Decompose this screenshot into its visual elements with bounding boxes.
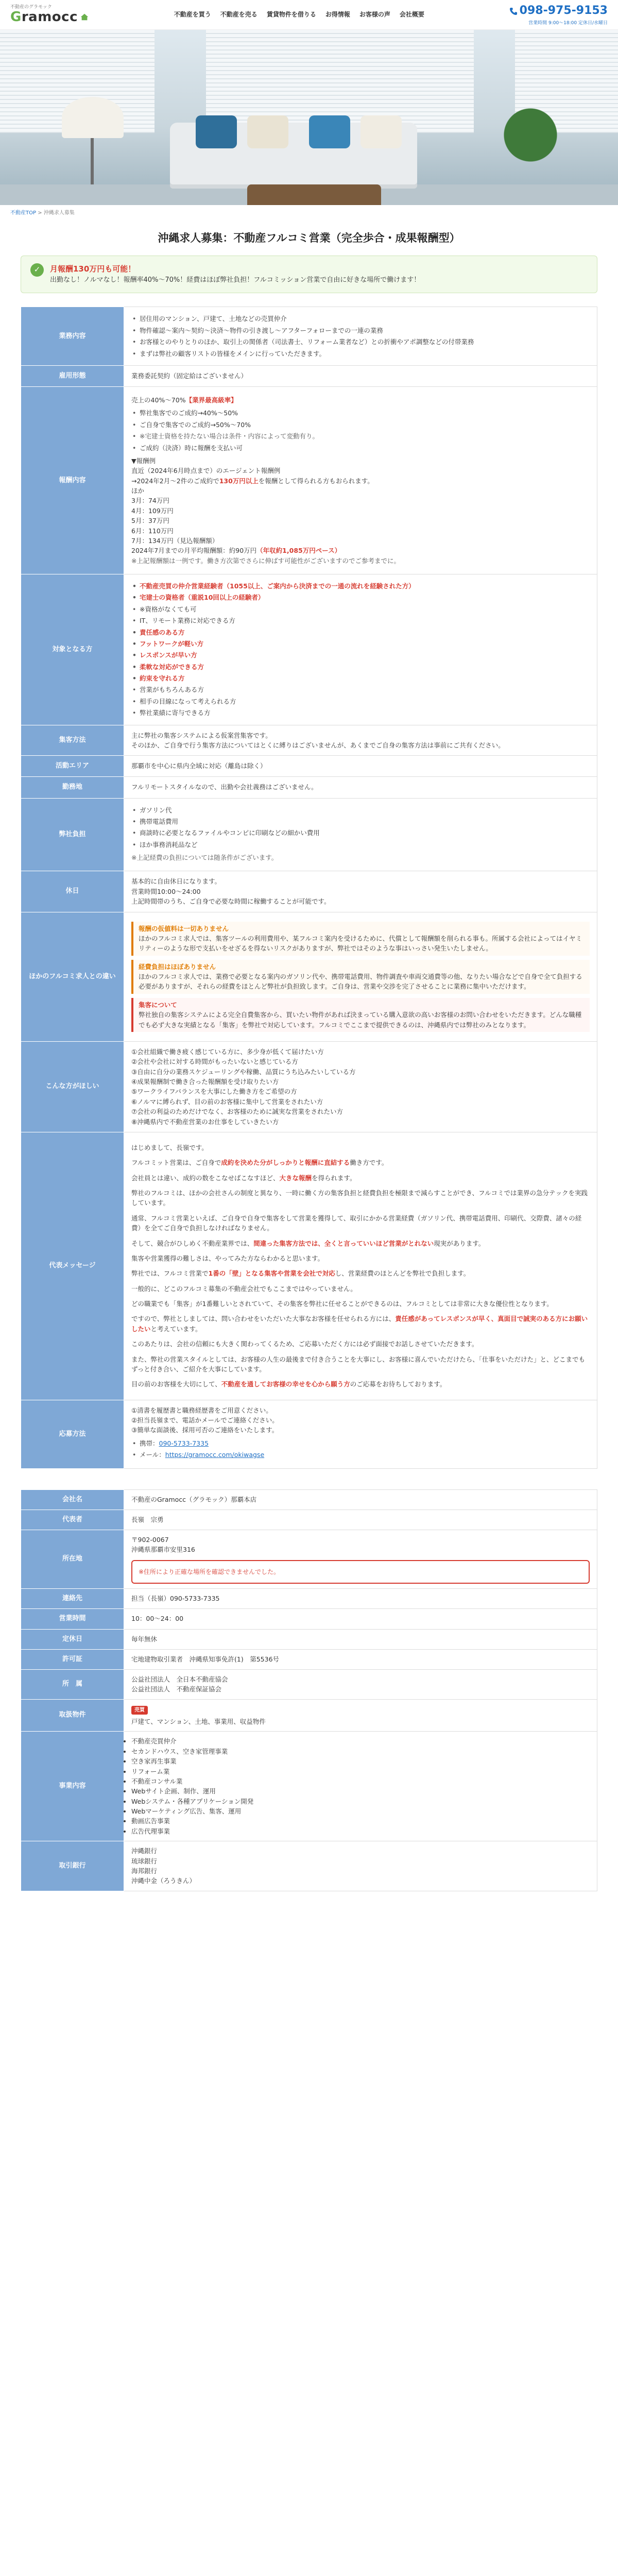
apply-tel: • 携帯：090-5733-7335: [131, 1438, 590, 1448]
company-row: [21, 1589, 597, 1609]
wanted-line: ⑧沖縄県内で不動産営業のお仕事をしていきたい方: [131, 1117, 279, 1126]
hero-table: [247, 184, 381, 205]
hero-pillow: [247, 115, 288, 148]
message-paragraph: はじめまして、長嶺です。: [131, 1143, 208, 1151]
list-item: • ガソリン代: [131, 805, 590, 815]
company-row: [21, 1841, 597, 1891]
record-head: ▼報酬例: [131, 456, 156, 465]
row-label: 代表メッセージ: [21, 1132, 124, 1400]
nav-voices[interactable]: お客様の声: [359, 11, 390, 19]
row-label: 勤務地: [21, 777, 124, 798]
message-paragraph: 弊社では、フルコミ営業で1番の「壁」となる集客や営業を会社で対応し、営業経費のほとんどを弊社で負担します。: [131, 1269, 470, 1278]
method-line: 主に弊社の集客システムによる仮案営集客です。: [131, 731, 272, 739]
message-paragraph: 一般的に、どこのフルコミ募集の不動産会社でもここまではやっていません。: [131, 1284, 357, 1293]
hero-lamp: [62, 97, 124, 138]
wanted-line: ⑤ワークライフバランスを大事にした働き方をご希望の方: [131, 1088, 297, 1096]
list-item: • まずは弊社の顧客リストの皆様をメインに行っていただきます。: [131, 349, 590, 359]
row-value: 10：00〜24：00: [124, 1609, 597, 1629]
message-paragraph: 弊社のフルコミは、ほかの会社さんの制度と異なり、一時に働く方の集客負担と経費負担を極限まで減らすことができ、フルコミでは業界の急分テックを実践しています。: [131, 1189, 588, 1207]
message-paragraph: また、弊社の営業スタイルとしては、お客様の人生の最後まで付き合うことを大事にし、お客様に喜んでいただけたら、「仕事をいただけた」と、どこまでもずっと付き合い、ご紹介を大事にしています。: [131, 1355, 586, 1373]
list-item: • Webマーケティング広告、集客、運用: [131, 1806, 590, 1816]
row-label: 代表者: [21, 1510, 124, 1530]
diff-block: [131, 998, 590, 1032]
nav-deals[interactable]: お得情報: [325, 11, 350, 19]
wanted-line: ⑥ノルマに縛られず、目の前のお客様に集中して営業をされたい方: [131, 1097, 323, 1106]
message-paragraph: そして、競合がひしめく不動産業界では、間違った集客方法では、全くと言っていいほど営業がとれない現実があります。: [131, 1239, 485, 1247]
list-item: • ほか事務消耗品など: [131, 840, 590, 850]
page-title: 沖縄求人募集：不動産フルコミ営業（完全歩合・成果報酬型）: [158, 231, 460, 244]
list-item: • IT、リモート業務に対応できる方: [131, 616, 590, 625]
company-row: [21, 1699, 597, 1732]
diff-text: 弊社独自の集客システムによる完全自費集客から、買いたい物件があれば決まっている購入意欲の高いお客様のお問い合わせをいただきます。どんな職種でも必ず大きな実績となる「集客」を弊社で対応しています。フルコミでここまで提供できるのは、沖縄県内では弊社のみとなります。: [139, 1011, 582, 1029]
wanted-line: ⑦会社の利益のためだけでなく、お客様のために誠実な営業をされたい方: [131, 1108, 343, 1116]
message-paragraph: 通常、フルコミ営業といえば、ご自身で自身で集客をして営業を獲得して、取引にかかる営業経費（ガソリン代、携帯電話費用、印刷代、交際費、諸々の経費）を全てご自身で負担しなければなりません。: [131, 1214, 582, 1232]
list-item: • 相手の目線になって考えられる方: [131, 697, 590, 706]
method-line: そのほか、ご自身で行う集客方法についてはとくに縛りはございませんが、あくまでご自身の集客方法は事前にご共有ください。: [131, 741, 505, 749]
list-item: • ご成約（決済）時に報酬を支払い可: [131, 443, 590, 453]
month-line: 6月：110万円: [131, 527, 174, 535]
row-label: 事業内容: [21, 1732, 124, 1841]
row-label: 営業時間: [21, 1609, 124, 1629]
bank-line: 琉球銀行: [131, 1857, 158, 1865]
pay-list: [131, 408, 590, 453]
nav-rent[interactable]: 賃貸物件を借りる: [266, 11, 316, 19]
row-hours: [21, 871, 597, 912]
company-row: [21, 1669, 597, 1699]
row-label: 会社名: [21, 1489, 124, 1510]
row-label: 連絡先: [21, 1589, 124, 1609]
list-item: • フットワークが軽い方: [131, 639, 590, 649]
logo-wordmark: [10, 10, 89, 24]
nav-company[interactable]: 会社概要: [399, 11, 424, 19]
house-icon: [80, 12, 89, 22]
wanted-line: ③自由に自分の業務スケジューリングや稼働、品質にうち込みたいしている方: [131, 1067, 356, 1076]
list-item: • お客様とのやりとりのほか、取引上の関係者（司法書士、リフォーム業者など）との折衝やアポ調整などの付帯業務: [131, 337, 590, 347]
row-label: こんな方がほしい: [21, 1041, 124, 1132]
company-table: [21, 1489, 597, 1891]
row-work: [21, 307, 597, 366]
diff-text: ほかのフルコミ求人では、業務で必要となる案内のガソリン代や、携帯電話費用、物件調査や車両交通費等の他、なりたい場合などで自身で全て負担する必要がありますが、それらの経費をほとんど弊社が負担致します。ご自身は、営業や交渉を完了させることに業務に集中いただけます。: [139, 973, 582, 991]
bank-line: 沖縄銀行: [131, 1847, 158, 1855]
row-label: 取引銀行: [21, 1841, 124, 1891]
row-label: 取扱物件: [21, 1699, 124, 1732]
message-paragraph: どの職業でも「集客」が1番難しいとされていて、その集客を弊社に任せることができるのは、フルコミとしては非常に大きな優位性となります。: [131, 1300, 553, 1308]
message-paragraph: ですので、弊社としましては、問い合わせをいただいた大事なお客様を任せられる方には、責任感があってレスポンスが早く、真面目で誠実のある方にお願いしたいと考えています。: [131, 1315, 588, 1333]
target-list: [131, 581, 590, 718]
row-area: [21, 756, 597, 777]
row-value: 不動産のGramocc（グラモック）那覇本店: [124, 1489, 597, 1510]
logo-letter-g: G: [10, 9, 22, 25]
row-apply: [21, 1400, 597, 1468]
row-label: 定休日: [21, 1629, 124, 1649]
wanted-line: ②会社や会社に対する時間がもったいないと感じている方: [131, 1058, 298, 1066]
company-row: [21, 1489, 597, 1510]
row-message: [21, 1132, 597, 1400]
wanted-line: ①会社組織で働き疲く感じている方に、多少身が低くて届けたい方: [131, 1047, 324, 1056]
message-paragraph: 目の前のお客様を大切にして、不動産を通してお客様の幸せを心から願う方のご応募をお待ちしております。: [131, 1380, 447, 1388]
highlight-body: 出勤なし！ノルマなし！報酬率40%〜70%！経費はほぼ弊社負担！フルコミッション営業で自由に好きな場所で働けます！: [50, 276, 421, 284]
list-item: • 営業がもちろんある方: [131, 685, 590, 694]
list-item: • 弊社集客でのご成約→40%〜50%: [131, 408, 590, 418]
avg-note: ※上記報酬額は一例です。働き方次第でさらに伸ばす可能性がございますのでご参考までに。: [131, 556, 400, 565]
list-item: • 居住用のマンション、戸建て、土地などの売買仲介: [131, 314, 590, 324]
months-head: ほか: [131, 487, 145, 495]
list-item: • セカンドハウス、空き家管理事業: [131, 1747, 590, 1756]
avg-line: 2024年7月までの月平均報酬額：約90万円（年収約1,085万円ペース）: [131, 547, 341, 555]
hero-pillow: [196, 115, 237, 148]
month-line: 5月：37万円: [131, 517, 169, 525]
list-item: • 責任感のある方: [131, 628, 590, 637]
list-item: • レスポンスが早い方: [131, 650, 590, 660]
list-item: • 宅建士の資格者（重説10回以上の経験者）: [131, 592, 590, 602]
company-row: [21, 1609, 597, 1629]
list-item: • 約束を守れる方: [131, 673, 590, 683]
bank-line: 沖縄中金（ろうきん）: [131, 1877, 196, 1885]
assoc-line: 公益社団法人 全日本不動産協会: [131, 1675, 228, 1683]
diff-block: [131, 960, 590, 994]
row-value: 宅地建物取引業者 沖縄県知事免許(1) 第5536号: [124, 1649, 597, 1669]
list-item: • ※資格がなくても可: [131, 604, 590, 614]
map-embed[interactable]: [131, 1560, 590, 1584]
bank-line: 海邦銀行: [131, 1867, 158, 1875]
message-paragraph: 集客や営業獲得の難しさは、やってみた方ならわかると思います。: [131, 1254, 324, 1262]
row-target: [21, 574, 597, 725]
company-row: [21, 1530, 597, 1588]
apply-tel-link[interactable]: 090-5733-7335: [159, 1439, 209, 1447]
record-line: →2024年2月〜2件のご成約で130万円以上を報酬として得られる方もおられます。: [131, 477, 374, 485]
row-label: 所 属: [21, 1669, 124, 1699]
row-label: 集客方法: [21, 725, 124, 756]
work-list: [131, 314, 590, 359]
apply-line: ②担当長嶺まで、電話かメールでご連絡ください。: [131, 1416, 279, 1425]
check-icon: ✓: [30, 263, 44, 277]
breadcrumb-current: 沖縄求人募集: [43, 210, 75, 216]
tel-text: 098-975-9153: [519, 4, 608, 18]
address-zip: 〒902-0067: [131, 1535, 169, 1544]
row-value: 業務委託契約（固定給はございません）: [124, 365, 597, 386]
map-note: ※住所により正確な場所を確認できませんでした。: [139, 1568, 280, 1575]
month-line: 3月：74万円: [131, 497, 169, 505]
list-item: • 物件確認〜案内〜契約〜決済〜物件の引き渡し〜アフターフォローまでの一連の業務: [131, 326, 590, 335]
hero-plant: [500, 102, 561, 184]
list-item: • 不動産コンサル業: [131, 1776, 590, 1786]
message-paragraph: フルコミット営業は、ご自身で成約を決めた分がしっかりと報酬に直結する働き方です。: [131, 1159, 388, 1167]
pay-head-red: 【業界最高級率】: [185, 396, 237, 404]
list-item: • 商談時に必要となるファイルやコンピに印刷などの細かい費用: [131, 828, 590, 838]
row-label: 休日: [21, 871, 124, 912]
breadcrumb-home[interactable]: 不動産TOP: [10, 210, 37, 216]
wanted-line: ④成果報酬制で働き合った報酬額を受け取りたい方: [131, 1078, 279, 1086]
pay-head-text: 売上の40%〜70%: [131, 396, 186, 404]
phone-icon: [509, 7, 518, 15]
nav-buy[interactable]: 不動産を買う: [174, 11, 211, 19]
row-place: [21, 777, 597, 798]
row-value: 那覇市を中心に県内全域に対応（離島は除く）: [124, 756, 597, 777]
list-item: • 広告代理事業: [131, 1826, 590, 1836]
row-label: 許可証: [21, 1649, 124, 1669]
record-line: 直近（2024年6月時点まで）のエージェント報酬例: [131, 467, 281, 475]
message-paragraph: 会社員とは違い、成約の数をこなせばこなすほど、大きな報酬を得られます。: [131, 1174, 356, 1182]
hero-pillow: [309, 115, 350, 148]
month-line: 7月：134万円（見込報酬額）: [131, 536, 219, 545]
job-table: [21, 307, 597, 1468]
row-label: 雇用形態: [21, 365, 124, 386]
apply-mail-link[interactable]: https://gramocc.com/okiwagse: [165, 1451, 265, 1459]
list-item: • リフォーム業: [131, 1767, 590, 1776]
handle-badge: 売買: [131, 1706, 148, 1715]
footer-space: [0, 1907, 618, 1927]
row-method: [21, 725, 597, 756]
diff-text: ほかのフルコミ求人では、集客ツールの利用費用や、某フルコミ案内を受けるために、代償として報酬額を削られる事も。所属する会社によってはイヤミリティーのような形で支払いをせざるを得ないリスクがありますが、弊社ではそのような事はいっさい発生いたしません。: [139, 934, 582, 953]
row-label: 業務内容: [21, 307, 124, 366]
breadcrumb-sep: >: [36, 210, 44, 216]
row-value: 毎年無休: [124, 1629, 597, 1649]
row-label: 活動エリア: [21, 756, 124, 777]
hero-image: [0, 30, 618, 205]
hours-line: 基本的に自由休日になります。: [131, 877, 221, 886]
row-label: 報酬内容: [21, 387, 124, 574]
list-item: • 携帯電話費用: [131, 817, 590, 826]
diff-head: 集客について: [139, 1001, 177, 1009]
row-value: 長嶺 宗勇: [124, 1510, 597, 1530]
list-item: • 動画広告事業: [131, 1816, 590, 1826]
list-item: • 柔軟な対応ができる方: [131, 662, 590, 672]
pay-record: [131, 456, 590, 566]
month-line: 4月：109万円: [131, 506, 174, 515]
apply-mail: • メール：https://gramocc.com/okiwagse: [131, 1450, 590, 1460]
diff-head: 報酬の仮値料は一切ありません: [139, 924, 229, 933]
business-list: [131, 1736, 590, 1836]
site-header: [0, 0, 618, 30]
row-diff: [21, 912, 597, 1041]
handle-text: 戸建て、マンション、土地、事業用、収益物件: [131, 1718, 266, 1726]
diff-head: 経費負担はほぼありません: [139, 962, 216, 971]
diff-block: [131, 922, 590, 956]
header-tel[interactable]: [509, 2, 608, 27]
tel-hours: 営業時間 9:00〜18:00 定休日/水曜日: [528, 20, 608, 26]
apply-contacts: [131, 1438, 590, 1460]
company-row: [21, 1510, 597, 1530]
row-label: 対象となる方: [21, 574, 124, 725]
row-pay: [21, 387, 597, 574]
expense-note: ※上記経費の負担については随条件がございます。: [131, 854, 278, 862]
list-item: • ※宅建士資格を持たない場合は条件・内容によって変動有り。: [131, 431, 590, 441]
row-label: 所在地: [21, 1530, 124, 1588]
expense-list: [131, 805, 590, 850]
highlight-head: 月報酬130万円も可能！: [50, 264, 136, 274]
hours-line: 上記時間帯のうち、ご自身で必要な時間に稼働することが可能です。: [131, 897, 331, 906]
apply-line: ③簡単な面談後、採用可否のご連絡をいたします。: [131, 1426, 279, 1434]
row-value: フルリモートスタイルなので、出勤や会社義務はございません。: [124, 777, 597, 798]
hero-pillow: [360, 115, 402, 148]
row-label: ほかのフルコミ求人との違い: [21, 912, 124, 1041]
hours-line: 営業時間10:00〜24:00: [131, 887, 201, 895]
message-paragraph: このあたりは、会社の信頼にも大きく関わってくるため、ご応募いただく方には必ず面接でお話しさせていただきます。: [131, 1340, 478, 1348]
pay-head: [131, 395, 590, 405]
nav-sell[interactable]: 不動産を売る: [220, 11, 258, 19]
breadcrumb: [0, 205, 618, 217]
list-item: • 空き家再生事業: [131, 1756, 590, 1766]
row-wanted: [21, 1041, 597, 1132]
row-label: 応募方法: [21, 1400, 124, 1468]
apply-line: ①清書を履歴書と職務経歴書をご用意ください。: [131, 1406, 272, 1414]
list-item: • Webシステム・各種アプリケーション開発: [131, 1797, 590, 1806]
row-label: 弊社負担: [21, 798, 124, 871]
list-item: • Webサイト企画、制作、運用: [131, 1786, 590, 1796]
row-value: 担当（長嶺）090-5733-7335: [124, 1589, 597, 1609]
row-expense: [21, 798, 597, 871]
company-row: [21, 1649, 597, 1669]
row-employment: [21, 365, 597, 386]
site-logo[interactable]: [10, 5, 89, 24]
main-nav: [174, 10, 424, 20]
list-item: • 弊社業績に寄与できる方: [131, 708, 590, 718]
message-cell: [124, 1132, 597, 1400]
tel-number[interactable]: [509, 2, 608, 20]
list-item: • 不動産売買仲介: [131, 1736, 590, 1746]
company-row: [21, 1629, 597, 1649]
address-text: 沖縄県那覇市安里316: [131, 1546, 195, 1554]
assoc-line: 公益社団法人 不動産保証協会: [131, 1685, 222, 1693]
highlight-box: [21, 256, 597, 293]
list-item: • ご自身で集客でのご成約→50%〜70%: [131, 420, 590, 430]
logo-subtitle: 不動産のグラモック: [10, 5, 52, 10]
company-row: [21, 1732, 597, 1841]
list-item: • 不動産売買の仲介営業経験者（1055以上、ご案内から決済までの一通の流れを経験された方）: [131, 581, 590, 591]
logo-rest: ramocc: [21, 9, 78, 25]
